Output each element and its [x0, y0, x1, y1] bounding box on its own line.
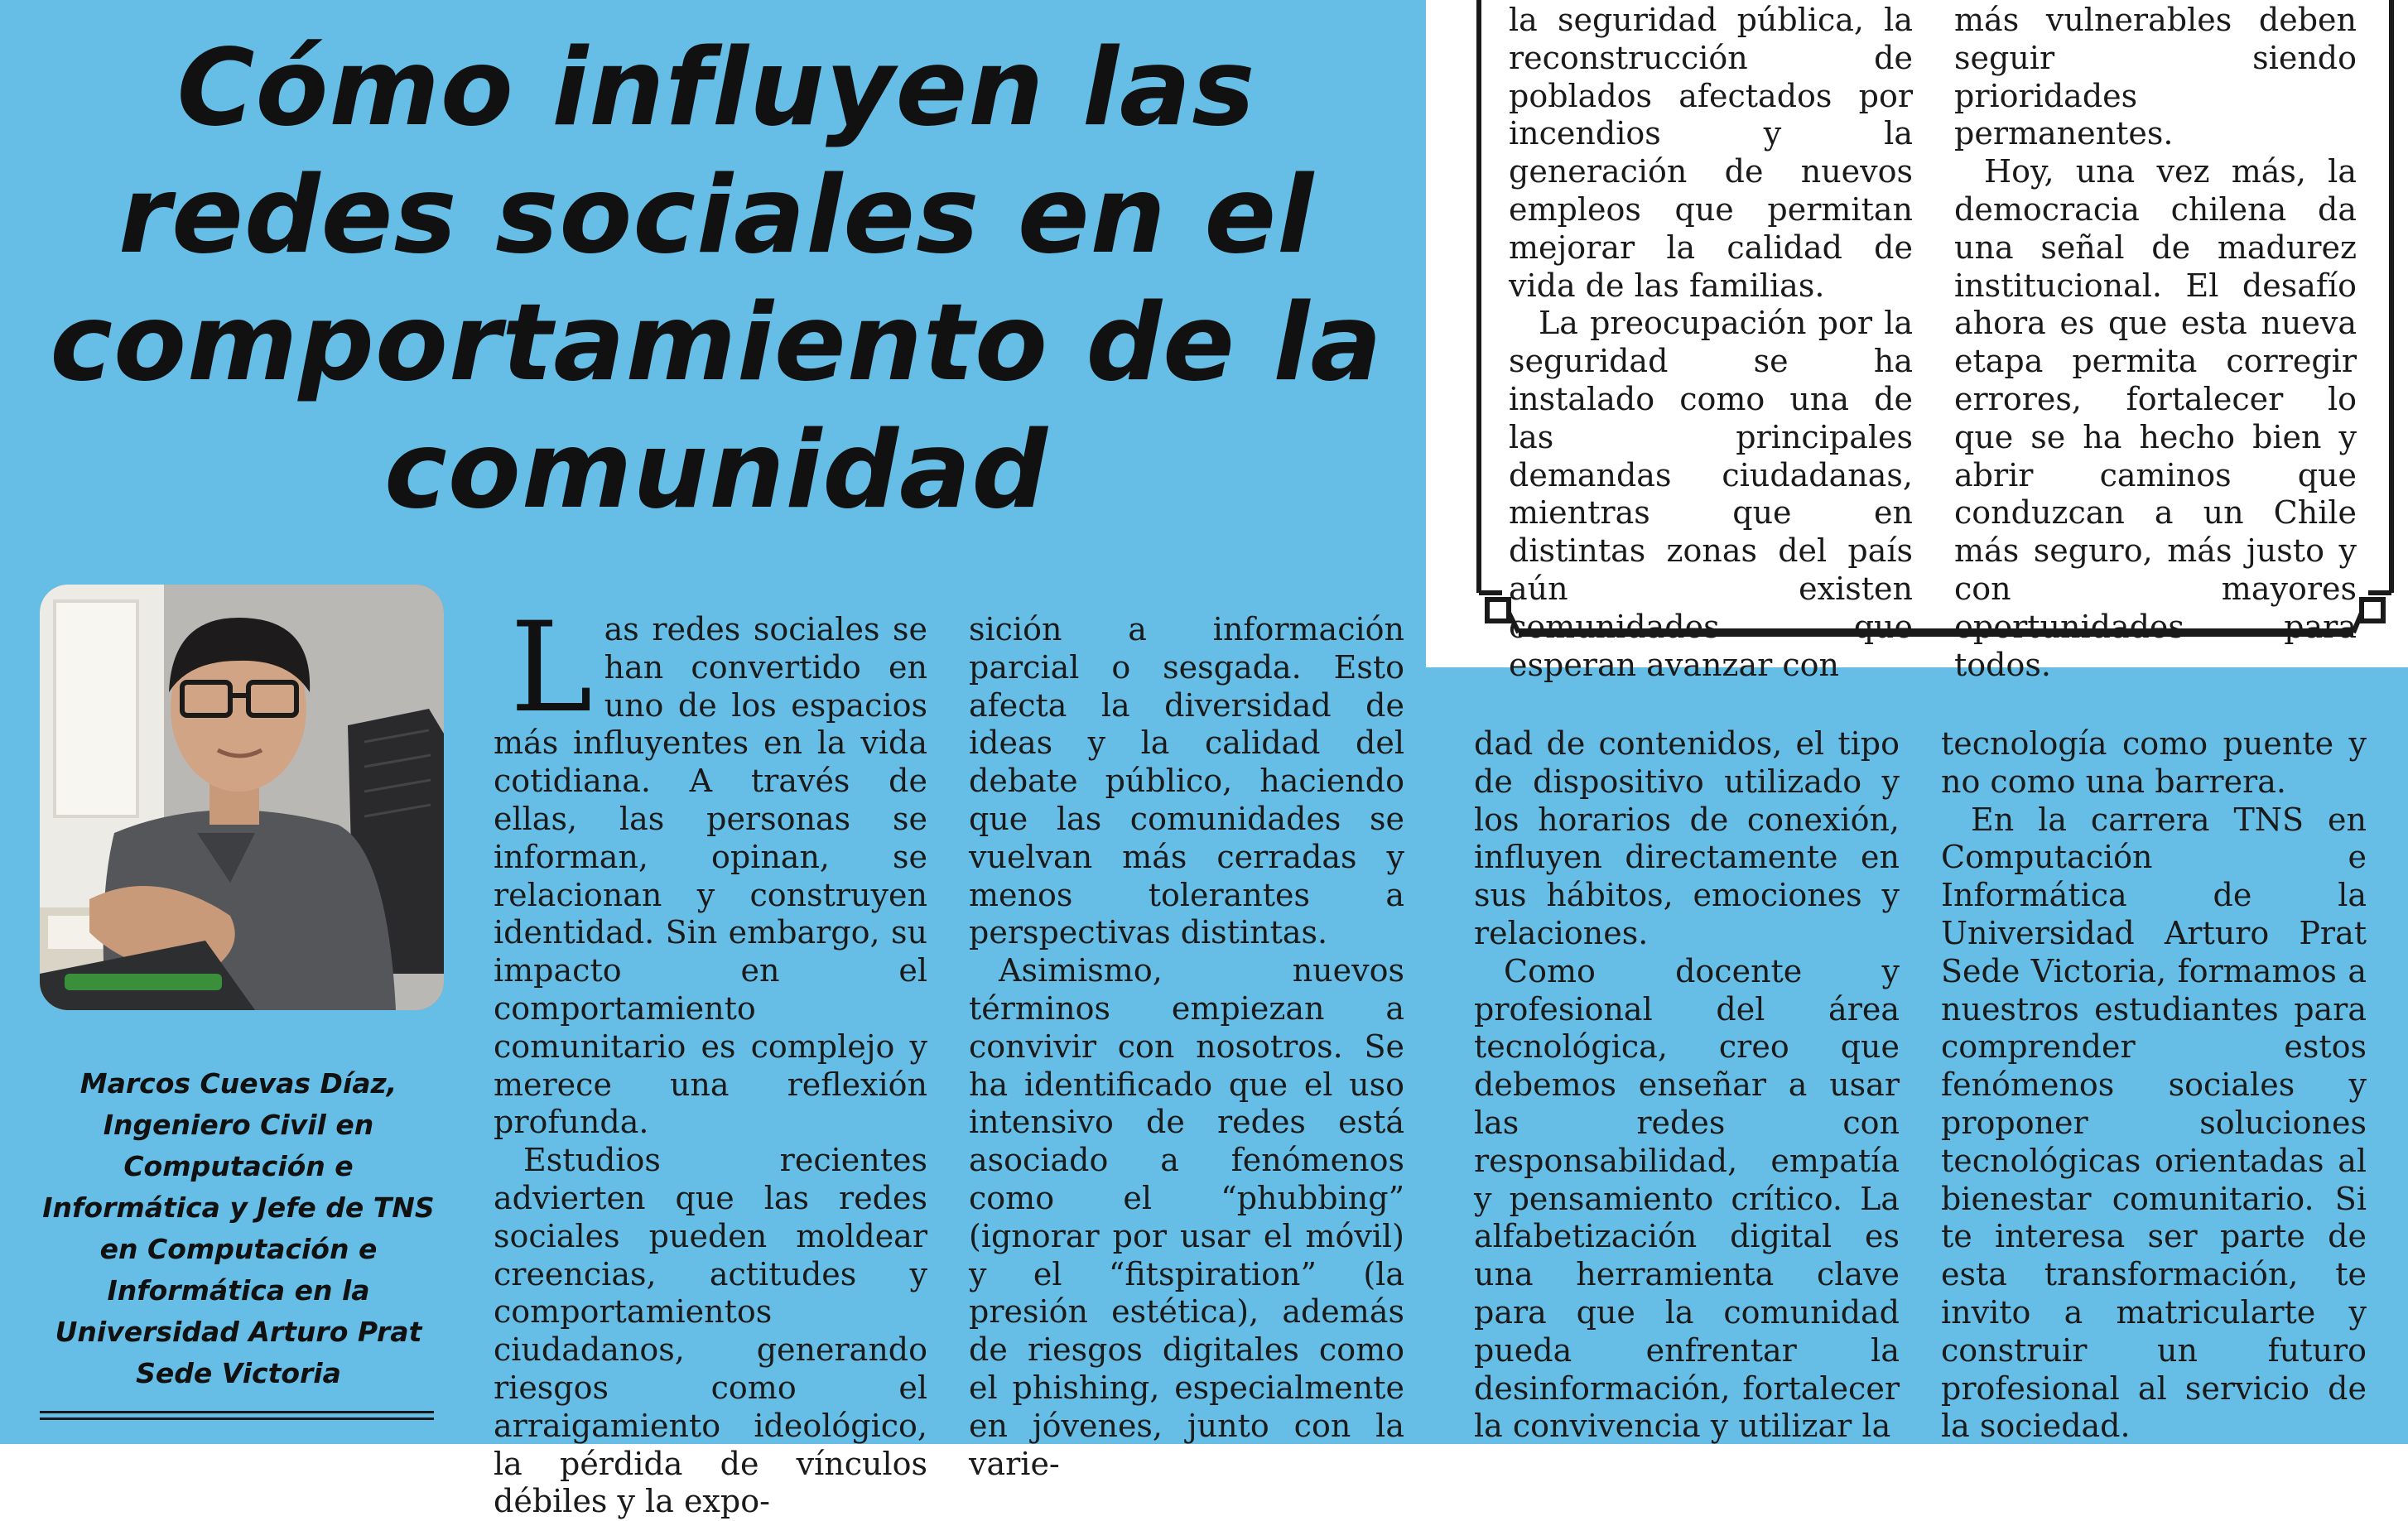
paragraph-text: as redes sociales se han convertido en uno de los espacios más influyentes en la vida cotidiana. A través de ellas, las personas se informan, opinan, se relacionan y construyen identidad. Sin embargo, su impacto en el comportamiento comunitario es complejo y merece una reflexión profunda. [494, 611, 927, 1141]
paragraph: La preocupación por la seguridad se ha instalado como una de las principales demandas ciudadanas, mientras que en distintas zonas del país aún existen comunidades que esperan avanzar con [1509, 305, 1913, 683]
caption-divider [40, 1418, 434, 1420]
article-column-3 [1474, 725, 1900, 1446]
paragraph: tecnología como puente y no como una barrera. [1941, 725, 2367, 800]
paragraph: sición a información parcial o sesgada. Esto afecta la diversidad de ideas y la calidad del debate público, haciendo que las comunidades se vuelvan más cerradas y menos tolerantes a perspectivas distintas. [969, 611, 1404, 951]
caption-divider [40, 1411, 434, 1413]
paragraph: dad de contenidos, el tipo de dispositivo utilizado y los horarios de conexión, influyen directamente en sus hábitos, emociones y relaciones. [1474, 725, 1900, 951]
article-headline: Cómo influyen las redes sociales en el comportamiento de la comunidad [50, 26, 1383, 532]
drop-cap: L [510, 596, 593, 740]
paragraph: En la carrera TNS en Computación e Informática de la Universidad Arturo Prat Sede Victoria, formamos a nuestros estudiantes para comprender estos fenómenos sociales y proponer soluciones tecnológicas orientadas al bienestar comunitario. Si te interesa ser parte de esta transformación, te invito a matricularte y construir un futuro profesional al servicio de la sociedad. [1941, 801, 2367, 1445]
author-portrait-photo [40, 585, 444, 1010]
article-column-2 [969, 611, 1404, 1483]
paragraph: Asimismo, nuevos términos empiezan a convivir con nosotros. Se ha identificado que el uso intensivo de redes está asociado a fenómenos como el “phubbing” (ignorar por usar el móvil) y el “fitspiration” (la presión estética), además de riesgos digitales como el phishing, especialmente en jóvenes, junto con la varie- [969, 952, 1404, 1482]
paragraph: más vulnerables deben seguir siendo prioridades permanentes. [1954, 2, 2357, 152]
photo-caption: Marcos Cuevas Díaz, Ingeniero Civil en Computación e Informática y Jefe de TNS en Computación e Informática en la Universidad Arturo Prat Sede Victoria [42, 1067, 435, 1389]
paragraph: la seguridad pública, la reconstrucción de poblados afectados por incendios y la generación de nuevos empleos que permitan mejorar la calidad de vida de las familias. [1509, 2, 1913, 304]
adjacent-column-1 [1509, 2, 1913, 684]
adjacent-column-2 [1954, 2, 2357, 684]
paragraph: Hoy, una vez más, la democracia chilena da una señal de madurez institucional. El desafío ahora es que esta nueva etapa permita corregir errores, fortalecer lo que se ha hecho bien y abrir caminos que conduzcan a un Chile más seguro, más justo y con mayores oportunidades para todos. [1954, 153, 2357, 683]
article-column-4 [1941, 725, 2367, 1446]
paragraph [494, 596, 927, 1142]
paragraph: Como docente y profesional del área tecnológica, creo que debemos enseñar a usar las redes con responsabilidad, empatía y pensamiento crítico. La alfabetización digital es una herramienta clave para que la comunidad pueda enfrentar la desinformación, fortalecer la convivencia y utilizar la [1474, 952, 1900, 1445]
article-column-1 [494, 596, 927, 1521]
paragraph: Estudios recientes advierten que las redes sociales pueden moldear creencias, actitudes y comportamientos ciudadanos, generando riesgos como el arraigamiento ideológico, la pérdida de vínculos débiles y la expo- [494, 1142, 927, 1520]
